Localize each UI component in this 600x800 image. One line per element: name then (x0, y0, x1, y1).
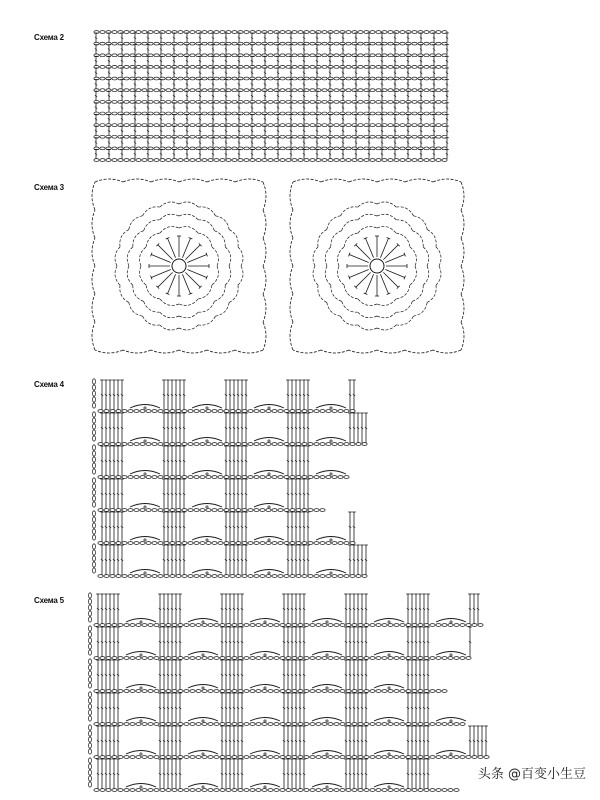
pattern-row (89, 758, 460, 791)
scheme-3-label: Схема 3 (34, 183, 64, 192)
scheme-2-grid (94, 31, 449, 162)
scheme-5-label: Схема 5 (34, 596, 64, 605)
pattern-row (93, 445, 350, 479)
scheme-3-motifs (92, 179, 464, 353)
scheme-5-pattern (89, 593, 490, 791)
pattern-row (89, 626, 472, 659)
pattern-row (93, 412, 368, 446)
pattern-row (89, 692, 466, 725)
granny-motif (92, 179, 266, 353)
scheme-2-label: Схема 2 (34, 33, 64, 42)
watermark: 头条 @百变小生豆 (477, 767, 586, 782)
pattern-row (89, 725, 490, 758)
pattern-row (93, 511, 356, 544)
pattern-row (93, 379, 356, 413)
pattern-row (93, 544, 368, 577)
scheme-4-label: Схема 4 (34, 380, 64, 389)
pattern-row (93, 478, 326, 512)
granny-motif (290, 179, 464, 353)
pattern-row (89, 593, 484, 626)
scheme-4-pattern (93, 379, 368, 577)
pattern-row (89, 659, 448, 692)
